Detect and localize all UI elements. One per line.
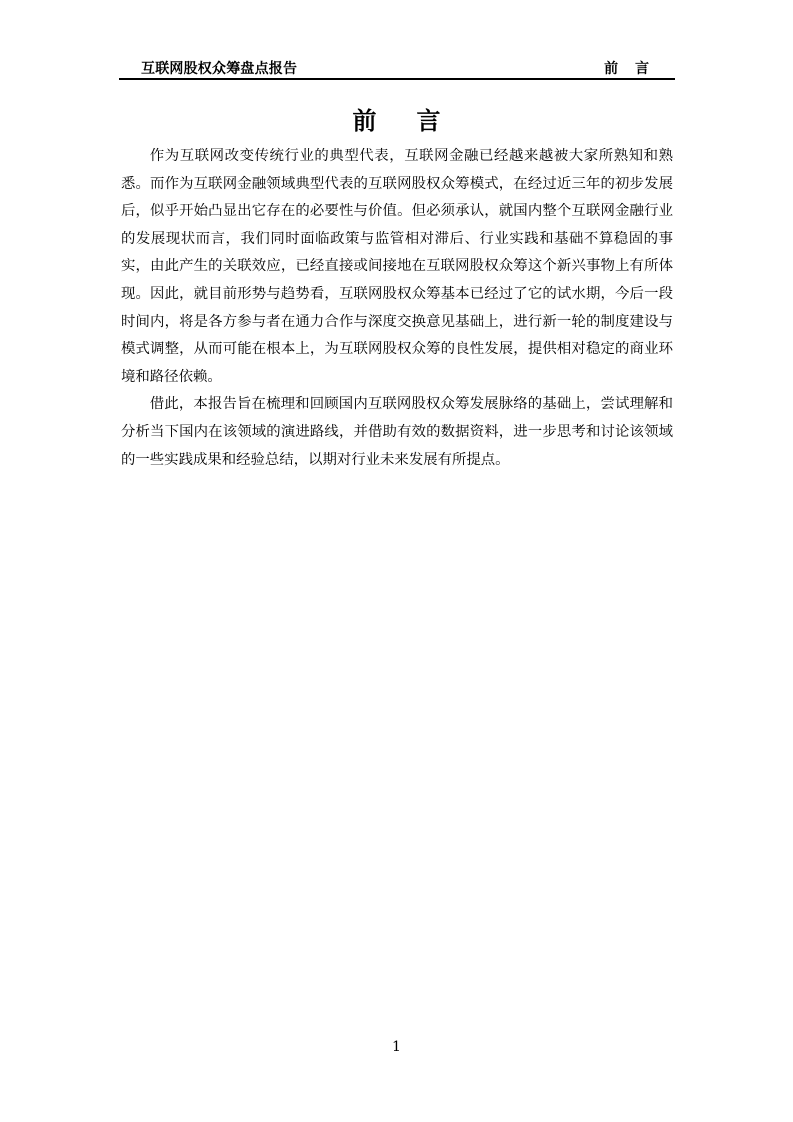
paragraph-2: 借此，本报告旨在梳理和回顾国内互联网股权众筹发展脉络的基础上，尝试理解和分析当下国内在该领域的演进路线，并借助有效的数据资料，进一步思考和讨论该领域的一些实践成果和经验总结，以期对行业未来发展有所提点。 <box>121 396 673 468</box>
page-number: 1 <box>392 1039 401 1055</box>
page-title: 前言 <box>352 107 481 135</box>
header-report-title: 互联网股权众筹盘点报告 <box>141 61 298 77</box>
body-text <box>121 143 673 474</box>
paragraph-1: 作为互联网改变传统行业的典型代表，互联网金融已经越来越被大家所熟知和熟悉。而作为互联网金融领域典型代表的互联网股权众筹模式，在经过近三年的初步发展后，似乎开始凸显出它存在的必要性与价值。但必须承认，就国内整个互联网金融行业的发展现状而言，我们同时面临政策与监管相对滞后、行业实践和基础不算稳固的事实，由此产生的关联效应，已经直接或间接地在互联网股权众筹这个新兴事物上有所体现。因此，就目前形势与趋势看，互联网股权众筹基本已经过了它的试水期，今后一段时间内，将是各方参与者在通力合作与深度交换意见基础上，进行新一轮的制度建设与模式调整，从而可能在根本上，为互联网股权众筹的良性发展，提供相对稳定的商业环境和路径依赖。 <box>121 148 673 385</box>
header-section-name: 前 言 <box>604 61 655 77</box>
page-header <box>119 56 675 80</box>
